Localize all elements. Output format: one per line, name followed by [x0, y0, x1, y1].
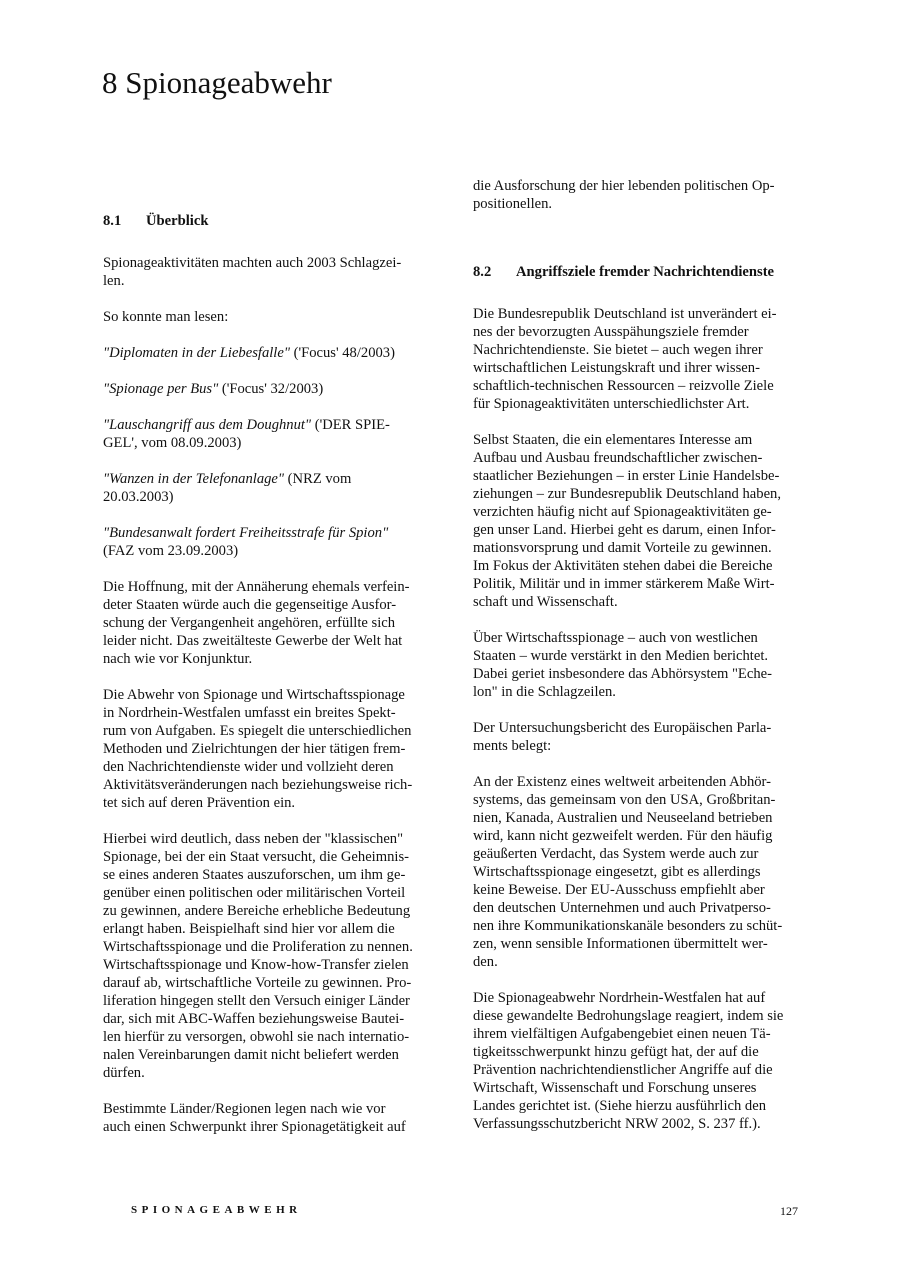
- headline-quote: "Diplomaten in der Liebesfalle" ('Focus' 48/2003): [103, 345, 395, 361]
- section-heading-8-2: [473, 263, 795, 281]
- chapter-title: 8 Spionageabwehr: [102, 65, 332, 100]
- section-number: 8.2: [473, 264, 492, 280]
- headline-quote: "Bundesanwalt fordert Freiheitsstrafe für Spion" (FAZ vom 23.09.2003): [103, 525, 389, 559]
- body-paragraph: Bestimmte Länder/Regionen legen nach wie vor auch einen Schwerpunkt ihrer Spionagetätigkeit auf: [103, 1101, 406, 1135]
- intro-paragraph: Spionageaktivitäten machten auch 2003 Schlagzei- len.: [103, 255, 402, 289]
- section-number: 8.1: [103, 213, 122, 229]
- page-number: 127: [780, 1204, 798, 1218]
- running-footer: SPIONAGEABWEHR: [131, 1204, 302, 1216]
- body-paragraph: Die Hoffnung, mit der Annäherung ehemals verfein- deter Staaten würde auch die gegenseitige Ausfor- schung der Vergangenheit angehören, erfüllte sich leider nicht. Das zweitälteste Gewerbe der Welt hat nach wie vor Konjunktur.: [103, 579, 410, 667]
- body-paragraph: Über Wirtschaftsspionage – auch von westlichen Staaten – wurde verstärkt in den Medien berichtet. Dabei geriet insbesondere das Abhörsystem "Eche- lon" in die Schlagzeilen.: [473, 630, 772, 700]
- body-paragraph: Die Spionageabwehr Nordrhein-Westfalen hat auf diese gewandelte Bedrohungslage reagiert, indem sie ihrem vielfältigen Aufgabengebiet einen neuen Tä- tigkeitsschwerpunkt hinzu gefügt hat, der auf die Prävention nachrichtendienstlicher Angriffe auf die Wirtschaft, Wissenschaft und Forschung unseres Landes gerichtet ist. (Siehe hierzu ausführlich den Verfassungsschutzbericht NRW 2002, S. 237 ff.).: [473, 990, 784, 1132]
- body-paragraph: Hierbei wird deutlich, dass neben der "klassischen" Spionage, bei der ein Staat versucht, die Geheimnis- se eines anderen Staates auszuforschen, um ihm ge- genüber einen politischen oder militärischen Vorteil zu gewinnen, andere Bereiche erhebliche Bedeutung erlangt haben. Beispielhaft sind hier vor allem die Wirtschaftsspionage und die Proliferation zu nennen. Wirtschaftsspionage und Know-how-Transfer zielen darauf ab, wirtschaftliche Vorteile zu gewinnen. Pro- liferation hingegen stellt den Versuch einiger Länder dar, sich mit ABC-Waffen beziehungsweise Bautei- len hierfür zu versorgen, obwohl sie nach internatio- nalen Vereinbarungen damit nicht beliefert werden dürfen.: [103, 831, 413, 1081]
- body-paragraph: Die Abwehr von Spionage und Wirtschaftsspionage in Nordrhein-Westfalen umfasst ein breites Spekt- rum von Aufgaben. Es spiegelt die unterschiedlichen Methoden und Zielrichtungen der hier tätigen frem- den Nachrichtendienste wider und vollzieht deren Aktivitätsveränderungen nach beziehungsweise rich- tet sich auf deren Prävention ein.: [103, 687, 413, 811]
- headline-quote: "Spionage per Bus" ('Focus' 32/2003): [103, 381, 324, 397]
- body-paragraph: Der Untersuchungsbericht des Europäischen Parla- ments belegt:: [473, 720, 772, 754]
- section-title: Angriffsziele fremder Nachrichtendienste: [516, 264, 775, 280]
- left-column: [103, 212, 425, 1154]
- section-heading-8-1: [103, 212, 425, 230]
- section-title: Überblick: [146, 213, 209, 229]
- body-paragraph: An der Existenz eines weltweit arbeitenden Abhör- systems, das gemeinsam von den USA, Großbritan- nien, Kanada, Australien und Neuseeland betrieben wird, kann nicht gezweifelt werden. Für den häufig geäußerten Verdacht, das System werde auch zur Wirtschaftsspionage eingesetzt, gibt es allerdings keine Beweise. Der EU-Ausschuss empfiehlt aber den deutschen Unternehmen und auch Privatperso- nen ihre Kommunikationskanäle besonders zu schüt- zen, wenn sensible Informationen übermittelt wer- den.: [473, 774, 783, 970]
- headline-quote: "Wanzen in der Telefonanlage" (NRZ vom 20.03.2003): [103, 471, 352, 505]
- continuation-paragraph: die Ausforschung der hier lebenden politischen Op- positionellen.: [473, 178, 775, 212]
- so-konnte-paragraph: So konnte man lesen:: [103, 309, 229, 325]
- headline-quote: "Lauschangriff aus dem Doughnut" ('DER SPIE- GEL', vom 08.09.2003): [103, 417, 390, 451]
- body-paragraph: Die Bundesrepublik Deutschland ist unverändert ei- nes der bevorzugten Ausspähungsziele fremder Nachrichtendienste. Sie bietet – auch wegen ihrer wirtschaftlichen Leistungskraft und ihrer wissen- schaftlich-technischen Ressourcen – reizvolle Ziele für Spionageaktivitäten unterschiedlichster Art.: [473, 306, 777, 412]
- right-column: [473, 177, 795, 1151]
- body-paragraph: Selbst Staaten, die ein elementares Interesse am Aufbau und Ausbau freundschaftlicher zwischen- staatlicher Beziehungen – in erster Linie Handelsbe- ziehungen – zur Bundesrepublik Deutschland haben, verzichten häufig nicht auf Spionageaktivitäten ge- gen unser Land. Hierbei geht es darum, einen Infor- mationsvorsprung und damit Vorteile zu gewinnen. Im Fokus der Aktivitäten stehen dabei die Bereiche Politik, Militär und in immer stärkerem Maße Wirt- schaft und Wissenschaft.: [473, 432, 782, 610]
